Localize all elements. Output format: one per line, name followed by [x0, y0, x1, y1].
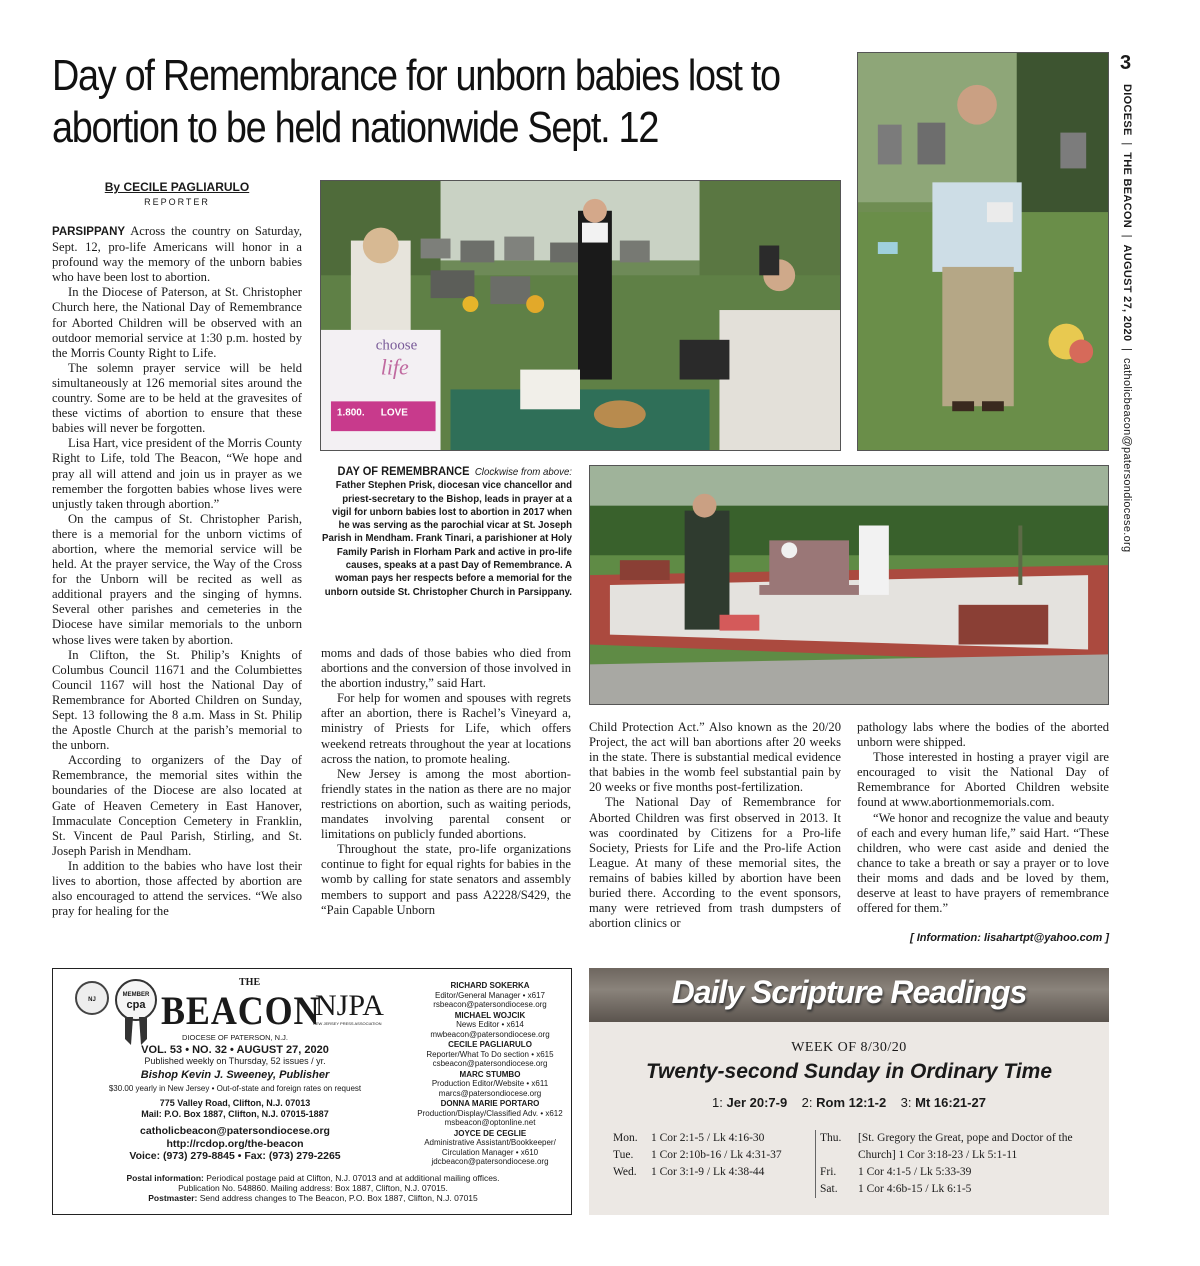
- seal-icon: NJ: [75, 981, 109, 1015]
- masthead-address-2: Mail: P.O. Box 1887, Clifton, N.J. 07015-1887: [141, 1109, 329, 1119]
- dateline: PARSIPPANY: [52, 226, 126, 238]
- article-paragraph: On the campus of St. Christopher Parish, there is a memorial for the unborn victims of abortion, where the memorial service will be held. At the prayer service, the Way of the Cross for the Unborn will be recited as well as additional prayers and the singing of hymns. Several other parishes and cemeteries in the Diocese have similar memorials to the unborn whose lives were taken by abortion.: [52, 511, 302, 647]
- article-paragraph: Child Protection Act.” Also known as the 20/20 Project, the act will ban abortions after 20 weeks in the state. There is substantial medical evidence that babies in the womb feel substantial pain by 20 weeks or five months post-fertilization.: [589, 720, 841, 795]
- staff-email: jdcbeacon@patersondiocese.org: [431, 1157, 549, 1166]
- article-paragraph: For help for women and spouses with regrets after an abortion, there is Rachel’s Vineyard a, ministry of Priests for Life, which offers weekend retreats throughout the year at locations across the nation, to promote healing.: [321, 691, 571, 766]
- logo-the: THE: [239, 977, 261, 988]
- day-reading-row: Sat. 1 Cor 4:6b-15 / Lk 6:1-5: [820, 1183, 972, 1195]
- article-column-2: [321, 646, 571, 918]
- staff-name: MICHAEL WOJCIK: [454, 1010, 526, 1020]
- staff-list: [413, 981, 567, 1168]
- scripture-readings-box: [589, 968, 1109, 1215]
- headline: Day of Remembrance for unborn babies lost to abortion to be held nationwide Sept. 12: [52, 51, 780, 152]
- day-reading-row: Thu. [St. Gregory the Great, pope and Doctor of the Church] 1 Cor 3:18-23 / Lk 5:1-11: [820, 1132, 1073, 1161]
- staff-name: CECILE PAGLIARULO: [448, 1040, 532, 1049]
- article-paragraph: In Clifton, the St. Philip’s Knights of Columbus Council 11671 and the Columbiettes Council 1167 will host the National Day of Remembrance for Aborted Children on Sunday, Sept. 13 following the 8 a.m. Mass in St. Philip the Apostle Church at the parish’s memorial to the unborn.: [52, 647, 302, 753]
- article-paragraph: pathology labs where the bodies of the aborted unborn were shipped.: [857, 720, 1109, 750]
- sidebar-section: DIOCESE: [1121, 84, 1133, 136]
- beacon-logo: BEACON: [161, 988, 321, 1033]
- staff-name: MARC STUMBO: [459, 1069, 521, 1079]
- masthead-diocese: DIOCESE OF PATERSON, N.J.: [182, 1033, 288, 1042]
- photo-vigil-cemetery: [320, 180, 841, 451]
- sidebar-paper: THE BEACON: [1121, 152, 1133, 228]
- byline-author: By CECILE PAGLIARULO: [104, 180, 250, 194]
- article-paragraph: According to organizers of the Day of Remembrance, the memorial sites within the boundaries of the Diocese are also located at Gate of Heaven Cemetery in East Hanover, Immaculate Conception Cemetery in Franklin, St. Vincent de Paul Parish, Stirling, and St. Joseph Parish in Mendham.: [52, 753, 302, 858]
- day-reading-row: Tue. 1 Cor 2:10b-16 / Lk 4:31-37: [613, 1149, 782, 1161]
- photo-speaker: [857, 52, 1109, 451]
- weekday-readings-right: [815, 1130, 1095, 1198]
- day-reading-row: Fri. 1 Cor 4:1-5 / Lk 5:33-39: [820, 1166, 972, 1178]
- reading-ref: 3: Mt 16:21-27: [900, 1095, 986, 1110]
- staff-email: msbeacon@optonline.net: [444, 1118, 536, 1127]
- ribbon-member-text: MEMBER: [122, 992, 150, 998]
- njpa-logo: NJPA: [315, 989, 384, 1022]
- staff-role: Editor/General Manager • x617: [435, 990, 545, 1000]
- caption-lead: Clockwise from above:: [474, 466, 572, 478]
- sign-love-text: LOVE: [380, 407, 408, 419]
- article-paragraph: In the Diocese of Paterson, at St. Christopher Church here, the National Day of Remembrance for Aborted Children will be observed with an outdoor memorial service at 1:30 p.m. hosted by the Morris County Right to Life.: [52, 285, 302, 360]
- postmaster-line: Postmaster: Send address changes to The Beacon, P.O. Box 1887, Clifton, N.J. 07015: [148, 1193, 478, 1203]
- article-paragraph: The solemn prayer service will be held simultaneously at 126 memorial sites around the country. Some are to be held at the gravesites of these victims of abortion to ensure that these babies will never be forgotten.: [52, 360, 302, 436]
- staff-entry: [413, 981, 567, 1010]
- sign-phone-text: 1.800.: [336, 407, 365, 419]
- masthead-address-1: 775 Valley Road, Clifton, N.J. 07013: [159, 1098, 311, 1108]
- article-paragraph: New Jersey is among the most abortion-friendly states in the nation as there are no major restrictions on abortion, such as waiting periods, mandates involving parental consent or limitations on publicly funded abortions.: [321, 766, 571, 842]
- staff-role: Production/Display/Classified Adv. • x612: [417, 1108, 563, 1118]
- day-reading-row: Mon. 1 Cor 2:1-5 / Lk 4:16-30: [613, 1132, 765, 1144]
- byline-role: REPORTER: [144, 197, 210, 207]
- ribbon-tails-icon: [121, 1017, 151, 1047]
- staff-entry: [413, 1070, 567, 1099]
- staff-email: rsbeacon@patersondiocese.org: [433, 1000, 547, 1009]
- sign-life-text: life: [380, 355, 409, 380]
- sunday-readings: [589, 1095, 1109, 1110]
- staff-email: csbeacon@patersondiocese.org: [432, 1059, 548, 1068]
- masthead-published: Published weekly on Thursday, 52 issues / yr.: [144, 1056, 326, 1066]
- masthead-web-link[interactable]: http://rcdop.org/the-beacon: [166, 1137, 304, 1150]
- masthead-logos: [61, 975, 409, 1031]
- masthead-rate: $30.00 yearly in New Jersey • Out-of-state and foreign rates on request: [108, 1084, 362, 1093]
- staff-name: JOYCE DE CEGLIE: [453, 1128, 527, 1138]
- weekday-readings-left: [613, 1130, 803, 1181]
- day-reading-row: Wed. 1 Cor 3:1-9 / Lk 4:38-44: [613, 1166, 765, 1178]
- award-ribbon-icon: [115, 979, 157, 1021]
- article-paragraph: Those interested in hosting a prayer vigil are encouraged to visit the National Day of Remembrance for Aborted Children website found at www.abortionmemorials.com.: [857, 750, 1109, 810]
- scripture-title: Daily Scripture Readings: [671, 974, 1027, 1010]
- article-column-1: [52, 224, 302, 919]
- staff-entry: [413, 1011, 567, 1040]
- article-paragraph: PARSIPPANY Across the country on Saturday, Sept. 12, pro-life Americans will honor in a profound way the memory of the unborn babies who have been lost to abortion.: [52, 224, 302, 285]
- masthead-phone: Voice: (973) 279-8845 • Fax: (973) 279-2265: [129, 1150, 341, 1162]
- article-column-4: [857, 720, 1109, 916]
- scripture-week: WEEK OF 8/30/20: [791, 1040, 907, 1055]
- staff-entry: [413, 1129, 567, 1167]
- article-paragraph: Throughout the state, pro-life organizations continue to fight for equal rights for babies in the womb by calling for state senators and assembly members to support and pass A2228/S429, the “Pain Capable Unborn: [321, 842, 571, 917]
- masthead-contact: [61, 1125, 409, 1163]
- scripture-sunday: Twenty-second Sunday in Ordinary Time: [645, 1060, 1053, 1083]
- staff-name: DONNA MARIE PORTARO: [440, 1099, 540, 1108]
- article-column-3: [589, 720, 841, 931]
- article-paragraph: “We honor and recognize the value and beauty of each and every human life,” said Hart. “These children, who were cast aside and denied the chance to take a breath or say a prayer or to love their moms and dads and be loved by them, deserve at least to have prayers of remembrance offered for them.”: [857, 810, 1109, 916]
- page-sidebar: DIOCESE | THE BEACON | AUGUST 27, 2020 | catholicbeacon@patersondiocese.org: [1121, 84, 1133, 553]
- staff-email: marcs@patersondiocese.org: [438, 1088, 542, 1098]
- staff-entry: [413, 1040, 567, 1069]
- staff-role: Production Editor/Website • x611: [431, 1079, 549, 1088]
- reading-ref: 1: Jer 20:7-9: [712, 1095, 788, 1110]
- caption-text: Father Stephen Prisk, diocesan vice chancellor and priest-secretary to the Bishop, leads in prayer at a vigil for unborn babies lost to abortion in 2017 when he was serving as the parochial vicar at St. Joseph Parish in Mendham. Frank Tinari, a parishioner at Holy Family Parish in Florham Park and active in pro-life causes, speaks at a past Day of Remembrance. A woman pays her respects before a memorial for the unborn outside St. Christopher Church in Parsippany.: [322, 479, 572, 598]
- photo-memorial: [589, 465, 1109, 705]
- page-number: 3: [1120, 52, 1132, 74]
- masthead-box: [52, 968, 572, 1215]
- staff-role: News Editor • x614: [456, 1020, 524, 1029]
- staff-entry: [413, 1099, 567, 1128]
- staff-role: Administrative Assistant/Bookkeeper/ Circulation Manager • x610: [424, 1138, 556, 1157]
- staff-name: RICHARD SOKERKA: [450, 981, 530, 990]
- staff-role: Reporter/What To Do section • x615: [426, 1049, 554, 1059]
- byline: [52, 180, 302, 207]
- staff-email: mwbeacon@patersondiocese.org: [430, 1029, 550, 1039]
- masthead-info: [61, 975, 409, 1163]
- masthead-address: [61, 1098, 409, 1120]
- caption-title: DAY OF REMEMBRANCE: [337, 464, 470, 478]
- sidebar-website: catholicbeacon@patersondiocese.org: [1121, 357, 1133, 553]
- article-paragraph: The National Day of Remembrance for Aborted Children was first observed in 2013. It was coordinated by Citizens for a Pro-life Society, Priests for Life and the Pro-life Action League. At many of these memorial sites, the remains of babies killed by abortion have been buried there. According to the event sponsors, many were retrieved from trash dumpsters of abortion clinics or: [589, 795, 841, 931]
- article-paragraph: In addition to the babies who have lost their lives to abortion, those affected by abortion are also encouraged to attend the services. “We also pray for healing for the: [52, 858, 302, 919]
- reading-ref: 2: Rom 12:1-2: [801, 1095, 887, 1110]
- sidebar-date: AUGUST 27, 2020: [1121, 244, 1133, 342]
- postal-line: Postal information: Periodical postage paid at Clifton, N.J. 07013 and at additional mailing offices.: [126, 1173, 500, 1183]
- ribbon-cpa-text: cpa: [126, 999, 146, 1011]
- contact-info: [ Information: lisahartpt@yahoo.com ]: [910, 932, 1109, 944]
- njpa-subtitle: NEW JERSEY PRESS ASSOCIATION: [313, 1021, 382, 1026]
- postal-info: [63, 1173, 563, 1203]
- article-paragraph: moms and dads of those babies who died from abortions and the conversion of those involved in the abortion industry,” said Hart.: [321, 646, 571, 691]
- article-paragraph: Lisa Hart, vice president of the Morris County Right to Life, told The Beacon, “We hope and pray all will attend and join us in prayer as we remember the forgotten babies whose lives were unjustly taken through abortion.”: [52, 436, 302, 511]
- masthead-publisher: Bishop Kevin J. Sweeney, Publisher: [140, 1069, 330, 1081]
- masthead-email-link[interactable]: catholicbeacon@patersondiocese.org: [140, 1125, 330, 1137]
- photo-caption: [321, 465, 572, 599]
- sign-choose-text: choose: [375, 337, 418, 354]
- publication-line: Publication No. 548860. Mailing address: Box 1887, Clifton, N.J. 07015.: [178, 1183, 448, 1193]
- masthead-volume: VOL. 53 • NO. 32 • AUGUST 27, 2020: [141, 1044, 329, 1056]
